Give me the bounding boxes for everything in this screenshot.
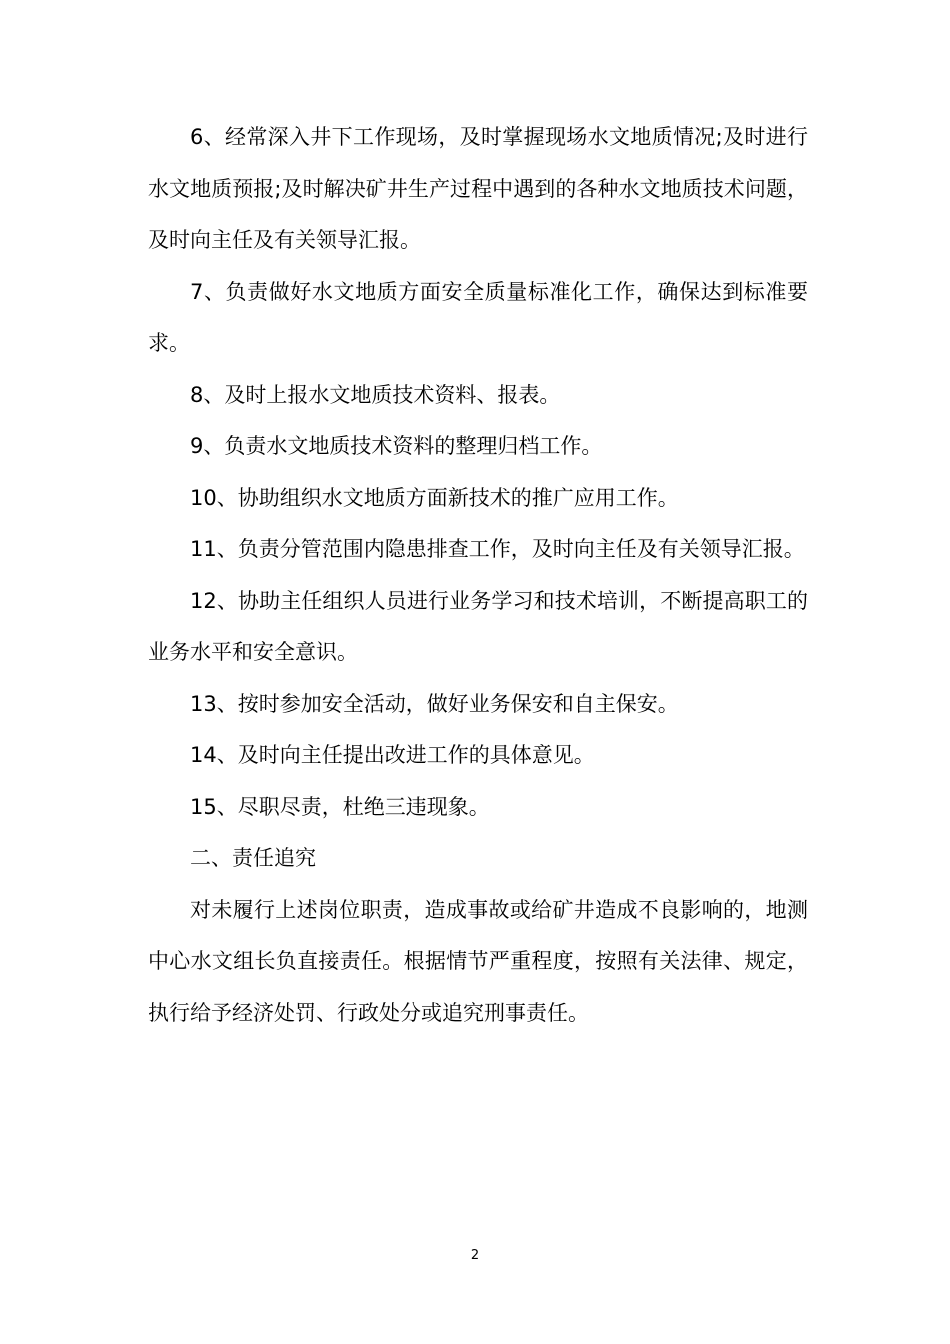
paragraph-duty-7: 7、负责做好水文地质方面安全质量标准化工作，确保达到标准要求。 xyxy=(148,279,808,355)
paragraph-duty-10: 10、协助组织水文地质方面新技术的推广应用工作。 xyxy=(190,485,679,510)
paragraph-duty-13: 13、按时参加安全活动，做好业务保安和自主保安。 xyxy=(190,691,679,716)
document-body xyxy=(148,112,808,1039)
paragraph-duty-11: 11、负责分管范围内隐患排查工作，及时向主任及有关领导汇报。 xyxy=(190,537,805,561)
paragraph-responsibility: 对未履行上述岗位职责，造成事故或给矿井造成不良影响的，地测中心水文组长负直接责任。根据情节严重程度，按照有关法律、规定，执行给予经济处罚、行政处分或追究刑事责任。 xyxy=(148,897,808,1025)
section-heading-responsibility: 二、责任追究 xyxy=(190,846,316,870)
paragraph-duty-14: 14、及时向主任提出改进工作的具体意见。 xyxy=(190,743,595,767)
paragraph-duty-15: 15、尽职尽责，杜绝三违现象。 xyxy=(190,794,490,819)
page-number: 2 xyxy=(470,1248,480,1263)
paragraph-duty-6: 6、经常深入井下工作现场，及时掌握现场水文地质情况;及时进行水文地质预报;及时解决矿井生产过程中遇到的各种水文地质技术问题，及时向主任及有关领导汇报。 xyxy=(148,125,808,252)
paragraph-duty-8: 8、及时上报水文地质技术资料、报表。 xyxy=(190,382,561,407)
paragraph-duty-12: 12、协助主任组织人员进行业务学习和技术培训，不断提高职工的业务水平和安全意识。 xyxy=(148,588,808,664)
paragraph-duty-9: 9、负责水文地质技术资料的整理归档工作。 xyxy=(190,434,603,458)
